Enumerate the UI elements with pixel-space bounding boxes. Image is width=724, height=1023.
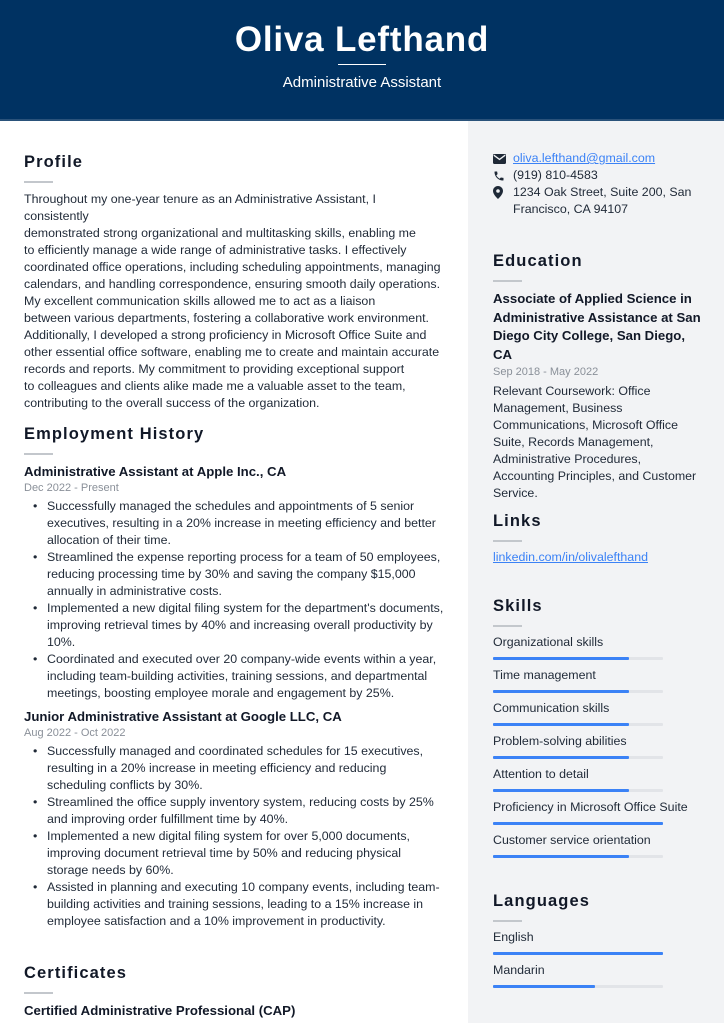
skills-section [493,596,703,865]
job-bullet: • Assisted in planning and executing 10 company events, including team-building activities and training sessions, leading to a 15% increase in employee satisfaction and a 10% improvement in productivity. [24,879,444,930]
job-bullets [24,498,444,702]
job-bullet: • Successfully managed the schedules and appointments of 5 senior executives, resulting in a 20% increase in meeting efficiency and better allocation of their time. [24,498,444,549]
languages-list [493,929,703,995]
section-divider [493,920,522,922]
profile-section [24,152,444,412]
links-section [493,511,703,566]
phone-number: (919) 810-4583 [513,168,598,182]
skill-name: Proficiency in Microsoft Office Suite [493,800,688,814]
skills-list [493,634,703,865]
skills-heading: Skills [493,597,543,615]
profile-line: calendars, and handling correspondence, ensuring smooth daily operations. [24,277,441,291]
skill-name: Attention to detail [493,767,589,781]
education-heading: Education [493,252,583,270]
job-bullet: • Implemented a new digital filing system for over 5,000 documents, improving document retrieval time by 50% and reducing physical storage needs by 60%. [24,828,444,879]
contact-phone-row [493,167,703,184]
skill-item [493,832,703,865]
skill-level-bar [493,723,663,726]
skill-name: Problem-solving abilities [493,734,627,748]
section-divider [493,540,522,542]
skill-item [493,700,703,733]
profile-summary [24,191,444,412]
skill-level-bar [493,822,663,825]
profile-line: between various departments, fostering a collaborative work environment. [24,311,429,325]
profile-line: Throughout my one-year tenure as an Administrative Assistant, I consistently [24,192,376,223]
skill-item [493,766,703,799]
job-bullet: • Successfully managed and coordinated schedules for 15 executives, resulting in a 20% increase in meeting efficiency and reducing scheduling conflicts by 30%. [24,743,444,794]
job-bullet: • Streamlined the expense reporting process for a team of 50 employees, reducing processing time by 30% and saving the company $15,000 annually in administrative costs. [24,549,444,600]
certificate-title: Certified Administrative Professional (CAP) [24,1003,296,1018]
profile-line: demonstrated strong organizational and multitasking skills, enabling me [24,226,416,240]
languages-heading: Languages [493,892,591,910]
employment-section [24,424,444,930]
skill-level-fill [493,690,629,693]
profile-line: other essential office software, enabling me to create and maintain accurate [24,345,440,359]
phone-icon [493,167,513,184]
skill-level-fill [493,789,629,792]
profile-line: contributing to the overall success of the organization. [24,396,320,410]
language-name: Mandarin [493,963,545,977]
section-divider [24,453,53,455]
skill-item [493,733,703,766]
job-dates: Dec 2022 - Present [24,482,119,494]
certificates-heading: Certificates [24,964,128,982]
profile-line: coordinated office operations, including scheduling appointments, managing [24,260,441,274]
skill-item [493,634,703,667]
job-entry [24,463,444,702]
skill-item [493,667,703,700]
contact-section [493,150,703,218]
degree-title: Associate of Applied Science in Administrative Assistance at San Diego City College, San Diego, CA [493,291,701,362]
skill-level-bar [493,756,663,759]
job-bullet: • Implemented a new digital filing system for the department's documents, improving retrieval times by 40% and increasing overall productivity by 10%. [24,600,444,651]
language-level-fill [493,985,595,988]
section-divider [24,181,53,183]
skill-level-fill [493,723,629,726]
profile-line: to efficiently manage a wide range of administrative tasks. I effectively [24,243,407,257]
job-bullet: • Streamlined the office supply inventory system, reducing costs by 25% and improving order fulfillment time by 40%. [24,794,444,828]
skill-level-fill [493,657,629,660]
profile-line: to colleagues and clients alike made me a valuable asset to the team, [24,379,406,393]
skill-item [493,799,703,832]
language-item [493,962,703,995]
profile-heading: Profile [24,153,84,171]
section-divider [493,280,522,282]
skill-name: Organizational skills [493,635,604,649]
address: 1234 Oak Street, Suite 200, San Francisco, CA 94107 [513,185,692,216]
education-section [493,251,703,502]
job-dates: Aug 2022 - Oct 2022 [24,727,126,739]
language-item [493,929,703,962]
job-bullets [24,743,444,930]
education-dates: Sep 2018 - May 2022 [493,366,599,378]
language-level-bar [493,985,663,988]
resume-header [0,0,724,121]
language-level-fill [493,952,663,955]
skill-name: Customer service orientation [493,833,651,847]
profile-line: Additionally, I developed a strong proficiency in Microsoft Office Suite and [24,328,427,342]
skill-level-bar [493,690,663,693]
skill-level-fill [493,855,629,858]
profile-line: records and reports. My commitment to providing exceptional support [24,362,405,376]
skill-name: Time management [493,668,596,682]
sidebar [468,121,724,1023]
skill-level-bar [493,789,663,792]
job-entry [24,708,444,930]
section-divider [493,625,522,627]
linkedin-link[interactable]: linkedin.com/in/olivalefthand [493,550,648,564]
job-title: Administrative Assistant at Apple Inc., CA [24,464,287,479]
header-divider [338,64,386,65]
skill-name: Communication skills [493,701,610,715]
email-link[interactable]: oliva.lefthand@gmail.com [513,151,656,165]
employment-heading: Employment History [24,425,205,443]
candidate-name: Oliva Lefthand [234,20,490,59]
job-bullet: • Coordinated and executed over 20 company-wide events within a year, including team-building activities, training sessions, and departmental meetings, boosting employee morale and engagement by 25%. [24,651,444,702]
language-level-bar [493,952,663,955]
candidate-job-title: Administrative Assistant [282,74,442,91]
languages-section [493,891,703,995]
links-heading: Links [493,512,542,530]
envelope-icon [493,150,513,167]
certificates-section [24,963,444,1019]
section-divider [24,992,53,994]
language-name: English [493,930,534,944]
job-title: Junior Administrative Assistant at Google LLC, CA [24,709,342,724]
skill-level-bar [493,855,663,858]
profile-line: My excellent communication skills allowed me to act as a liaison [24,294,376,308]
map-pin-icon [493,184,513,201]
skill-level-fill [493,756,629,759]
education-description: Relevant Coursework: Office Management, Business Communications, Microsoft Office Suite, Records Management, Administrative Procedures, Accounting Principles, and Customer Service. [493,384,697,500]
skill-level-bar [493,657,663,660]
skill-level-fill [493,822,663,825]
contact-email-row [493,150,703,167]
contact-address-row [493,184,703,218]
